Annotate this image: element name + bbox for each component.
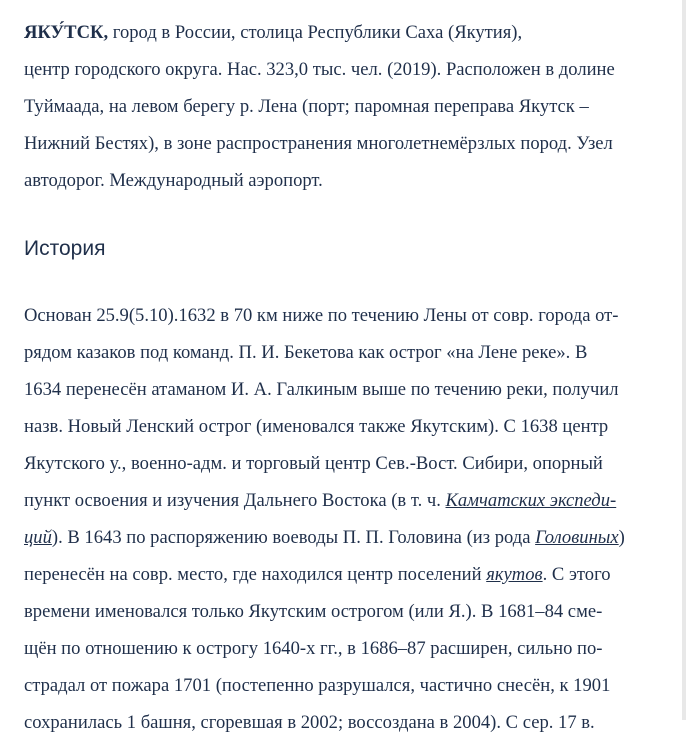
link-golovins[interactable]: Головиных bbox=[535, 527, 619, 548]
history-line bbox=[24, 482, 686, 519]
history-line bbox=[24, 519, 686, 556]
history-text: . С этого bbox=[542, 564, 611, 585]
scrollbar[interactable] bbox=[682, 0, 686, 720]
history-text: перенесён на совр. место, где находился центр поселений bbox=[24, 564, 487, 585]
history-text: ). В 1643 по распоряжению воеводы П. П. Головина (из рода bbox=[51, 527, 536, 548]
intro-line-5: автодорог. Международный аэропорт. bbox=[24, 170, 323, 191]
history-line: 1634 перенесён атаманом И. А. Галкиным выше по течению реки, получил bbox=[24, 379, 619, 400]
intro-line-2: центр городского округа. Нас. 323,0 тыс. чел. (2019). Расположен в долине bbox=[24, 59, 615, 80]
history-line bbox=[24, 556, 686, 593]
history-line: назв. Новый Ленский острог (именовался также Якутским). С 1638 центр bbox=[24, 416, 609, 437]
intro-paragraph bbox=[24, 14, 686, 199]
history-text: пункт освоения и изучения Дальнего Востока (в т. ч. bbox=[24, 490, 446, 511]
history-paragraph bbox=[24, 297, 686, 741]
history-line: щён по отношению к острогу 1640-х гг., в 1686–87 расширен, сильно по- bbox=[24, 638, 603, 659]
history-line: времени именовался только Якутским острогом (или Я.). В 1681–84 сме- bbox=[24, 601, 603, 622]
section-heading-history: История bbox=[24, 237, 106, 260]
history-line: рядом казаков под команд. П. И. Бекетова как острог «на Лене реке». В bbox=[24, 342, 588, 363]
history-line: Основан 25.9(5.10).1632 в 70 км ниже по течению Лены от совр. города от- bbox=[24, 305, 619, 326]
link-yakuts[interactable]: якутов bbox=[486, 564, 543, 585]
history-line: Якутского у., военно-адм. и торговый центр Сев.-Вост. Сибири, опорный bbox=[24, 453, 603, 474]
intro-line-1 bbox=[24, 14, 686, 51]
headword: ЯКУ́ТСК, bbox=[24, 22, 109, 43]
link-kamchatka-expeditions-cont[interactable]: ций bbox=[24, 527, 52, 548]
history-line: сохранилась 1 башня, сгоревшая в 2002; воссоздана в 2004). С сер. 17 в. bbox=[24, 712, 595, 733]
intro-line-3: Туймаада, на левом берегу р. Лена (порт; паромная переправа Якутск – bbox=[24, 96, 589, 117]
history-text: ) bbox=[618, 527, 625, 548]
intro-text: город в России, столица Республики Саха (Якутия), bbox=[108, 22, 523, 43]
intro-line-4: Нижний Бестях), в зоне распространения многолетнемёрзлых пород. Узел bbox=[24, 133, 613, 154]
history-line: страдал от пожара 1701 (постепенно разрушался, частично снесён, к 1901 bbox=[24, 675, 611, 696]
link-kamchatka-expeditions[interactable]: Камчатских экспеди- bbox=[445, 490, 617, 511]
